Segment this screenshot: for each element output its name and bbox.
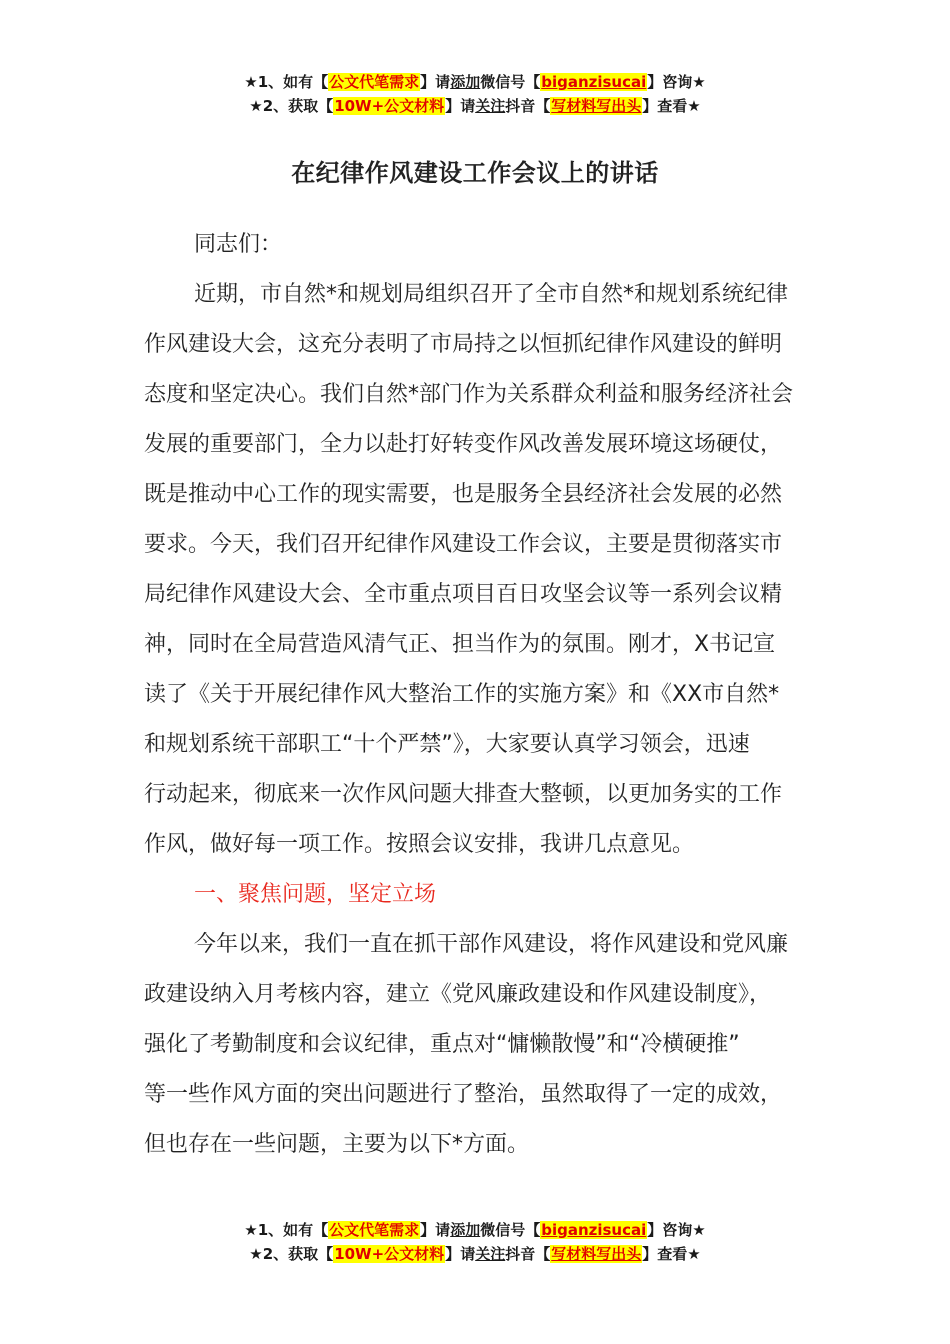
banner-text: 微信号【 bbox=[480, 1221, 541, 1239]
paragraph-line: 今年以来，我们一直在抓干部作风建设，将作风建设和党风廉 bbox=[194, 932, 789, 957]
paragraph-line: 既是推动中心工作的现实需要，也是服务全县经济社会发展的必然 bbox=[144, 482, 783, 507]
footer-banner bbox=[0, 1218, 950, 1266]
salutation: 同志们： bbox=[194, 232, 283, 257]
banner-text: 抖音【 bbox=[505, 1245, 551, 1263]
banner-text: ★2、获取【 bbox=[249, 1245, 334, 1263]
banner-line-2 bbox=[0, 94, 950, 118]
paragraph-line: 态度和坚定决心。我们自然*部门作为关系群众利益和服务经济社会 bbox=[144, 382, 794, 407]
paragraph-line: 强化了考勤制度和会议纪律，重点对“慵懒散慢”和“冷横硬推” bbox=[144, 1032, 740, 1057]
paragraph-line: 等一些作风方面的突出问题进行了整治，虽然取得了一定的成效， bbox=[144, 1082, 783, 1107]
paragraph-line: 行动起来，彻底来一次作风问题大排查大整顿，以更加务实的工作 bbox=[144, 782, 783, 807]
banner-text: 】请 bbox=[420, 73, 451, 91]
banner-text: 】查看★ bbox=[642, 97, 701, 115]
paragraph-line: 政建设纳入月考核内容，建立《党风廉政建设和作风建设制度》， bbox=[144, 982, 772, 1007]
banner-text: 】咨询★ bbox=[647, 73, 706, 91]
banner-text: 】请 bbox=[445, 1245, 476, 1263]
paragraph-line: 要求。今天，我们召开纪律作风建设工作会议，主要是贯彻落实市 bbox=[144, 532, 783, 557]
banner-text: 】请 bbox=[445, 97, 476, 115]
banner-highlight: biganzisucai bbox=[541, 73, 647, 91]
paragraph-line: 和规划系统干部职工“十个严禁”》，大家要认真学习领会，迅速 bbox=[144, 732, 750, 757]
banner-emphasis: 关注 bbox=[475, 1245, 506, 1263]
header-banner bbox=[0, 70, 950, 118]
paragraph-line: 局纪律作风建设大会、全市重点项目百日攻坚会议等一系列会议精 bbox=[144, 582, 783, 607]
banner-text: 】咨询★ bbox=[647, 1221, 706, 1239]
banner-text: ★1、如有【 bbox=[244, 73, 329, 91]
banner-text: 】请 bbox=[420, 1221, 451, 1239]
paragraph-line: 近期，市自然*和规划局组织召开了全市自然*和规划系统纪律 bbox=[194, 282, 789, 307]
banner-highlight: 公文代笔需求 bbox=[329, 73, 420, 91]
paragraph-line: 作风，做好每一项工作。按照会议安排，我讲几点意见。 bbox=[144, 832, 695, 857]
paragraph-line: 但也存在一些问题，主要为以下*方面。 bbox=[144, 1132, 530, 1157]
section-heading: 一、聚焦问题，坚定立场 bbox=[194, 882, 437, 907]
banner-text: 微信号【 bbox=[480, 73, 541, 91]
banner-line-2 bbox=[0, 1242, 950, 1266]
banner-emphasis: 关注 bbox=[475, 97, 506, 115]
banner-text: ★2、获取【 bbox=[249, 97, 334, 115]
banner-text: ★1、如有【 bbox=[244, 1221, 329, 1239]
banner-highlight: 写材料写出头 bbox=[551, 97, 642, 115]
document-title: 在纪律作风建设工作会议上的讲话 bbox=[291, 159, 659, 187]
banner-text: 抖音【 bbox=[505, 97, 551, 115]
banner-line-1 bbox=[0, 1218, 950, 1242]
banner-highlight: 公文代笔需求 bbox=[329, 1221, 420, 1239]
banner-highlight: 写材料写出头 bbox=[551, 1245, 642, 1263]
paragraph-line: 发展的重要部门，全力以赴打好转变作风改善发展环境这场硬仗， bbox=[144, 432, 783, 457]
document-body bbox=[144, 220, 810, 1170]
paragraph-1 bbox=[144, 270, 810, 870]
paragraph-2 bbox=[144, 920, 810, 1170]
banner-line-1 bbox=[0, 70, 950, 94]
banner-highlight: biganzisucai bbox=[541, 1221, 647, 1239]
paragraph-line: 作风建设大会，这充分表明了市局持之以恒抓纪律作风建设的鲜明 bbox=[144, 332, 783, 357]
banner-text: 】查看★ bbox=[642, 1245, 701, 1263]
paragraph-line: 神，同时在全局营造风清气正、担当作为的氛围。刚才，X书记宣 bbox=[144, 632, 776, 657]
banner-highlight: 10W+公文材料 bbox=[334, 97, 445, 115]
banner-highlight: 10W+公文材料 bbox=[334, 1245, 445, 1263]
banner-emphasis: 添加 bbox=[450, 73, 481, 91]
paragraph-line: 读了《关于开展纪律作风大整治工作的实施方案》和《XX市自然* bbox=[144, 682, 780, 707]
banner-emphasis: 添加 bbox=[450, 1221, 481, 1239]
